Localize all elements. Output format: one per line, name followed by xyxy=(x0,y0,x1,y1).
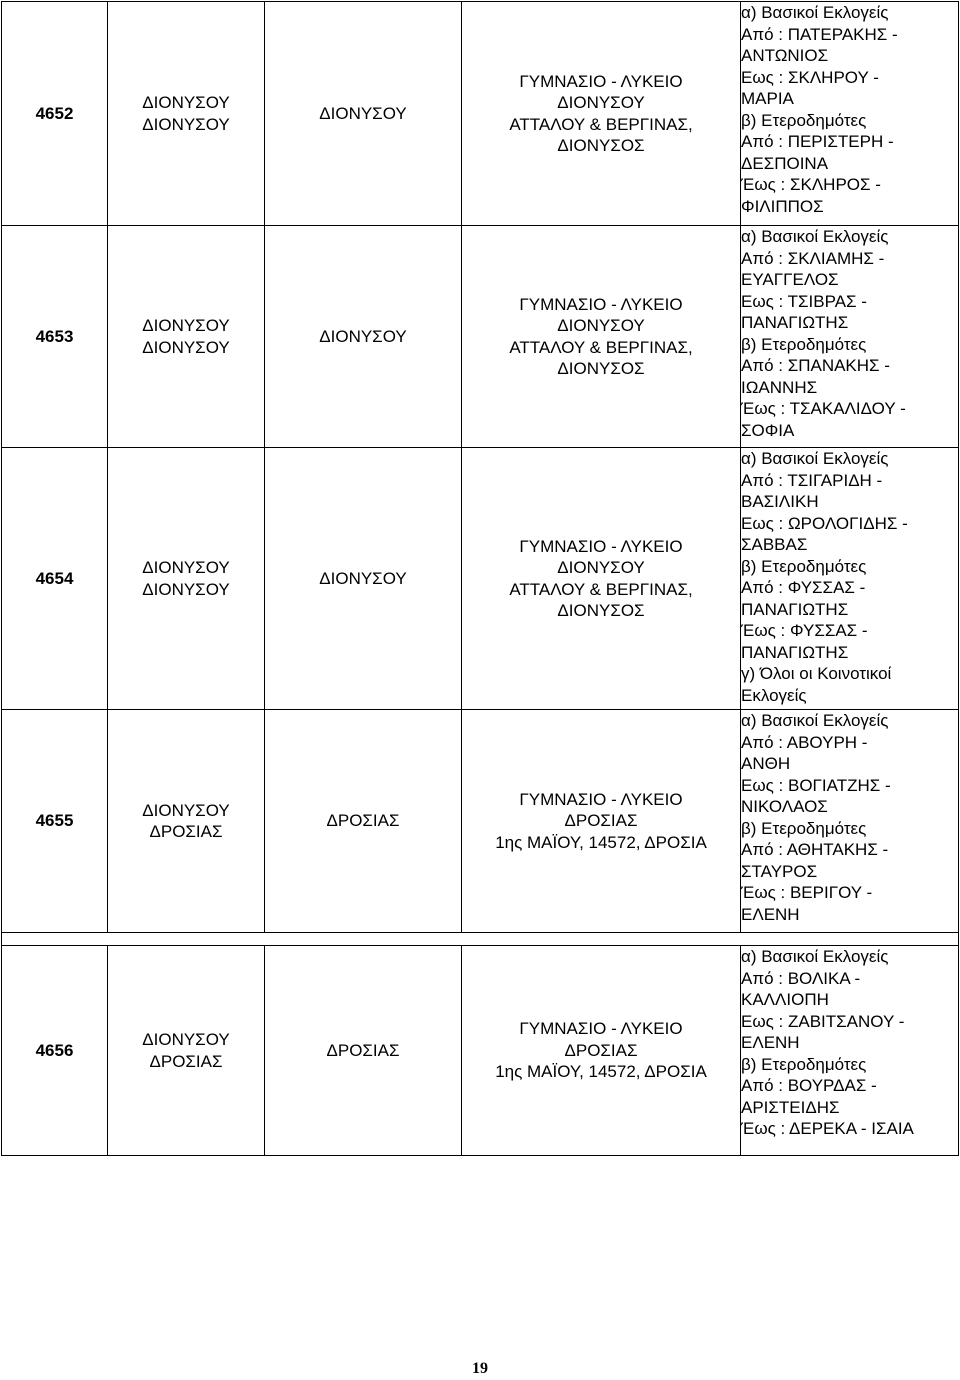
voter-range-line: ΣΑΒΒΑΣ xyxy=(741,535,808,554)
station-line: ΔΙΟΝΥΣΟΥ xyxy=(557,93,645,112)
municipality-line: ΔΙΟΝΥΣΟΥ xyxy=(142,800,230,820)
station-line: ΔΙΟΝΥΣΟΣ xyxy=(557,136,645,155)
voter-range-line: ΒΑΣΙΛΙΚΗ xyxy=(741,492,819,511)
voter-range-line: α) Βασικοί Εκλογείς xyxy=(741,947,889,966)
voter-range-line: ΕΛΕΝΗ xyxy=(741,1033,800,1052)
voter-range-line: Έως : ΒΕΡΙΓΟΥ - xyxy=(741,883,873,902)
voter-range-line: ΜΑΡΙΑ xyxy=(741,89,794,108)
station-line: ΔΙΟΝΥΣΟΣ xyxy=(557,601,645,620)
voter-range-line: ΝΙΚΟΛΑΟΣ xyxy=(741,797,828,816)
voter-range-line: ΠΑΝΑΓΙΩΤΗΣ xyxy=(741,313,849,332)
station-line: 1ης ΜΑΪΟΥ, 14572, ΔΡΟΣΙΑ xyxy=(495,1062,707,1082)
voter-range-line: ΔΕΣΠΟΙΝΑ xyxy=(741,153,829,173)
polling-stations-table xyxy=(1,1,959,1156)
station-line: ΑΤΤΑΛΟΥ & ΒΕΡΓΙΝΑΣ, xyxy=(509,337,693,357)
station-line: ΔΙΟΝΥΣΟΥ xyxy=(557,316,645,335)
voter-range-cell xyxy=(741,448,959,710)
voter-range-line: β) Ετεροδημότες xyxy=(741,818,867,838)
district-cell: ΔΡΟΣΙΑΣ xyxy=(265,710,462,933)
voter-range-line: ΙΩΑΝΝΗΣ xyxy=(741,377,818,397)
station-line: ΓΥΜΝΑΣΙΟ - ΛΥΚΕΙΟ xyxy=(519,71,683,91)
voter-range-line: Έως : ΦΥΣΣΑΣ - xyxy=(741,621,868,640)
station-line: ΓΥΜΝΑΣΙΟ - ΛΥΚΕΙΟ xyxy=(519,294,683,314)
municipality-line: ΔΙΟΝΥΣΟΥ xyxy=(142,1030,230,1049)
voter-range-line: Από : ΣΚΛΙΑΜΗΣ - xyxy=(741,248,885,268)
voter-range-line: Από : ΒΟΛΙΚΑ - xyxy=(741,968,861,988)
table-row xyxy=(2,710,959,933)
voter-range-line: Εως : ΣΚΛΗΡΟΥ - xyxy=(741,67,879,87)
table-row xyxy=(2,2,959,226)
voter-range-line: β) Ετεροδημότες xyxy=(741,556,867,576)
municipality-line: ΔΙΟΝΥΣΟΥ xyxy=(142,316,230,335)
table-row xyxy=(2,448,959,710)
voter-range-line: ΠΑΝΑΓΙΩΤΗΣ xyxy=(741,642,849,662)
station-number: 4653 xyxy=(2,226,108,448)
station-address-cell xyxy=(462,448,741,710)
voter-range-cell xyxy=(741,226,959,448)
municipality-line: ΔΙΟΝΥΣΟΥ xyxy=(142,114,230,134)
station-line: ΓΥΜΝΑΣΙΟ - ΛΥΚΕΙΟ xyxy=(519,536,683,556)
voter-range-line: Από : ΦΥΣΣΑΣ - xyxy=(741,578,866,597)
municipality-line: ΔΡΟΣΙΑΣ xyxy=(149,1051,223,1071)
voter-range-line: Από : ΠΑΤΕΡΑΚΗΣ - xyxy=(741,24,898,44)
voter-range-line: Από : ΠΕΡΙΣΤΕΡΗ - xyxy=(741,132,894,151)
station-number: 4654 xyxy=(2,448,108,710)
station-line: ΓΥΜΝΑΣΙΟ - ΛΥΚΕΙΟ xyxy=(519,789,683,809)
district-cell: ΔΙΟΝΥΣΟΥ xyxy=(265,448,462,710)
table-row xyxy=(2,226,959,448)
station-line: ΔΙΟΝΥΣΟΣ xyxy=(557,359,645,378)
station-number: 4652 xyxy=(2,2,108,226)
voter-range-line: ΕΥΑΓΓΕΛΟΣ xyxy=(741,270,839,289)
voter-range-cell xyxy=(741,946,959,1156)
municipality-cell xyxy=(108,946,265,1156)
municipality-line: ΔΙΟΝΥΣΟΥ xyxy=(142,93,230,112)
voter-range-line: β) Ετεροδημότες xyxy=(741,1054,867,1074)
municipality-line: ΔΙΟΝΥΣΟΥ xyxy=(142,579,230,599)
voter-range-cell xyxy=(741,2,959,226)
voter-range-line: Εως : ΖΑΒΙΤΣΑΝΟΥ - xyxy=(741,1011,905,1031)
voter-range-line: Από : ΑΘΗΤΑΚΗΣ - xyxy=(741,840,889,859)
station-line: ΑΤΤΑΛΟΥ & ΒΕΡΓΙΝΑΣ, xyxy=(509,579,693,599)
voter-range-cell xyxy=(741,710,959,933)
voter-range-line: ΑΝΤΩΝΙΟΣ xyxy=(741,46,829,65)
municipality-line: ΔΙΟΝΥΣΟΥ xyxy=(142,558,230,577)
district-cell: ΔΙΟΝΥΣΟΥ xyxy=(265,2,462,226)
municipality-cell xyxy=(108,710,265,933)
station-line: ΔΡΟΣΙΑΣ xyxy=(564,1040,638,1060)
voter-range-line: Εως : ΤΣΙΒΡΑΣ - xyxy=(741,291,867,311)
station-line: ΔΙΟΝΥΣΟΥ xyxy=(557,558,645,577)
voter-range-line: Από : ΤΣΙΓΑΡΙΔΗ - xyxy=(741,470,883,490)
voter-range-line: ΑΡΙΣΤΕΙΔΗΣ xyxy=(741,1097,840,1117)
municipality-cell xyxy=(108,226,265,448)
voter-range-line: ΣΤΑΥΡΟΣ xyxy=(741,861,818,881)
gap-cell xyxy=(2,933,959,946)
municipality-line: ΔΡΟΣΙΑΣ xyxy=(149,822,223,841)
page-number: 19 xyxy=(472,1360,488,1377)
voter-range-line: α) Βασικοί Εκλογείς xyxy=(741,227,889,246)
station-number: 4656 xyxy=(2,946,108,1156)
voter-range-line: Έως : ΣΚΛΗΡΟΣ - xyxy=(741,175,881,194)
voter-range-line: β) Ετεροδημότες xyxy=(741,334,867,354)
voter-range-line: α) Βασικοί Εκλογείς xyxy=(741,449,889,468)
station-address-cell xyxy=(462,2,741,226)
voter-range-line: Έως : ΔΕΡΕΚΑ - ΙΣΑΙΑ xyxy=(741,1119,914,1138)
voter-range-line: γ) Όλοι οι Κοινοτικοί xyxy=(741,664,892,683)
voter-range-line: α) Βασικοί Εκλογείς xyxy=(741,3,889,22)
station-line: ΔΡΟΣΙΑΣ xyxy=(564,811,638,831)
voter-range-line: ΠΑΝΑΓΙΩΤΗΣ xyxy=(741,599,849,619)
municipality-cell xyxy=(108,2,265,226)
voter-range-line: Έως : ΤΣΑΚΑΛΙΔΟΥ - xyxy=(741,399,906,418)
voter-range-line: Εκλογείς xyxy=(741,685,807,705)
station-number: 4655 xyxy=(2,710,108,933)
voter-range-line: ΦΙΛΙΠΠΟΣ xyxy=(741,196,824,216)
voter-range-line: β) Ετεροδημότες xyxy=(741,110,867,130)
station-line: ΓΥΜΝΑΣΙΟ - ΛΥΚΕΙΟ xyxy=(519,1019,683,1039)
voter-range-line: ΑΝΘΗ xyxy=(741,754,791,773)
voter-range-line: Από : ΣΠΑΝΑΚΗΣ - xyxy=(741,356,890,375)
district-cell: ΔΙΟΝΥΣΟΥ xyxy=(265,226,462,448)
municipality-cell xyxy=(108,448,265,710)
voter-range-line: Από : ΑΒΟΥΡΗ - xyxy=(741,732,868,752)
voter-range-line: ΚΑΛΛΙΟΠΗ xyxy=(741,990,829,1009)
voter-range-line: Εως : ΩΡΟΛΟΓΙΔΗΣ - xyxy=(741,513,908,533)
station-line: 1ης ΜΑΪΟΥ, 14572, ΔΡΟΣΙΑ xyxy=(495,832,707,852)
voter-range-line: Εως : ΒΟΓΙΑΤΖΗΣ - xyxy=(741,775,891,795)
municipality-line: ΔΙΟΝΥΣΟΥ xyxy=(142,337,230,357)
station-address-cell xyxy=(462,946,741,1156)
voter-range-line: ΕΛΕΝΗ xyxy=(741,904,800,924)
district-cell: ΔΡΟΣΙΑΣ xyxy=(265,946,462,1156)
table-row xyxy=(2,946,959,1156)
station-line: ΑΤΤΑΛΟΥ & ΒΕΡΓΙΝΑΣ, xyxy=(509,114,693,134)
station-address-cell xyxy=(462,226,741,448)
voter-range-line: α) Βασικοί Εκλογείς xyxy=(741,711,889,730)
station-address-cell xyxy=(462,710,741,933)
page-break-gap xyxy=(2,933,959,946)
voter-range-line: Από : ΒΟΥΡΔΑΣ - xyxy=(741,1076,877,1095)
voter-range-line: ΣΟΦΙΑ xyxy=(741,420,795,440)
